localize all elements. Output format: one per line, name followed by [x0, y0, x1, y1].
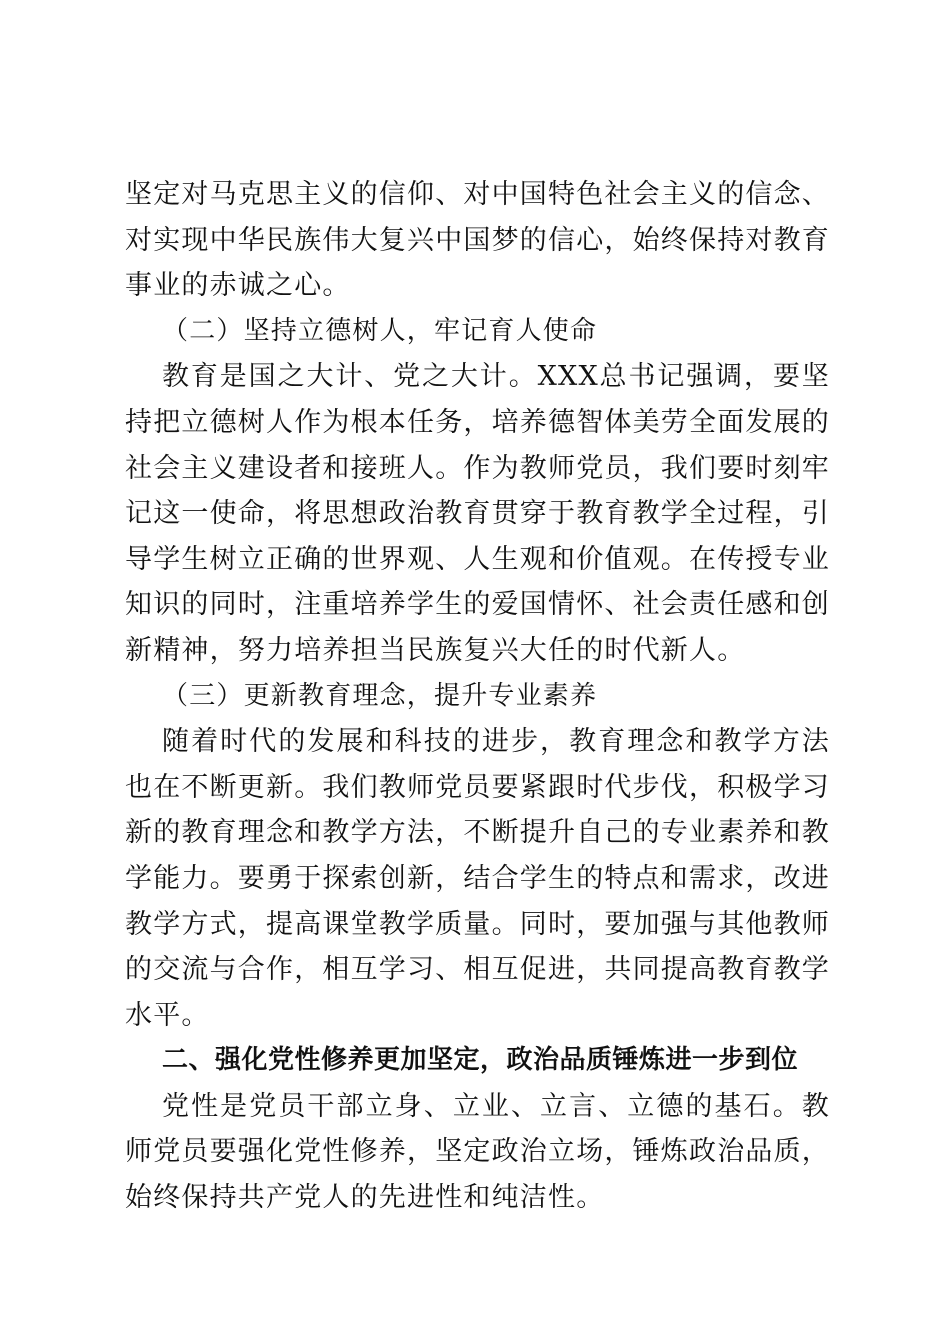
- subheading-3: （三）更新教育理念，提升专业素养: [162, 680, 598, 711]
- paragraph-party-spirit: 党性是党员干部立身、立业、立言、立德的基石。教师党员要强化党性修养，坚定政治立场，锤炼政治品质，始终保持共产党人的先进性和纯洁性。: [125, 1090, 830, 1214]
- paragraph-education-concepts: 随着时代的发展和科技的进步，教育理念和教学方法也在不断更新。我们教师党员要紧跟时代步伐，积极学习新的教育理念和教学方法，不断提升自己的专业素养和教学能力。要勇于探索创新，结合学生的特点和需求，改进教学方式，提高课堂教学质量。同时，要加强与其他教师的交流与合作，相互学习、相互促进，共同提高教育教学水平。: [125, 726, 830, 1031]
- subheading-2: （二）坚持立德树人，牢记育人使命: [162, 315, 598, 346]
- paragraph-continued: 坚定对马克思主义的信仰、对中国特色社会主义的信念、对实现中华民族伟大复兴中国梦的信心，始终保持对教育事业的赤诚之心。: [125, 179, 830, 302]
- document-page: [125, 172, 830, 1221]
- paragraph-moral-education: 教育是国之大计、党之大计。XXX总书记强调，要坚持把立德树人作为根本任务，培养德智体美劳全面发展的社会主义建设者和接班人。作为教师党员，我们要时刻牢记这一使命，将思想政治教育贯穿于教育教学全过程，引导学生树立正确的世界观、人生观和价值观。在传授专业知识的同时，注重培养学生的爱国情怀、社会责任感和创新精神，努力培养担当民族复兴大任的时代新人。: [125, 361, 830, 666]
- section-heading-2: 二、强化党性修养更加坚定，政治品质锤炼进一步到位: [162, 1045, 799, 1076]
